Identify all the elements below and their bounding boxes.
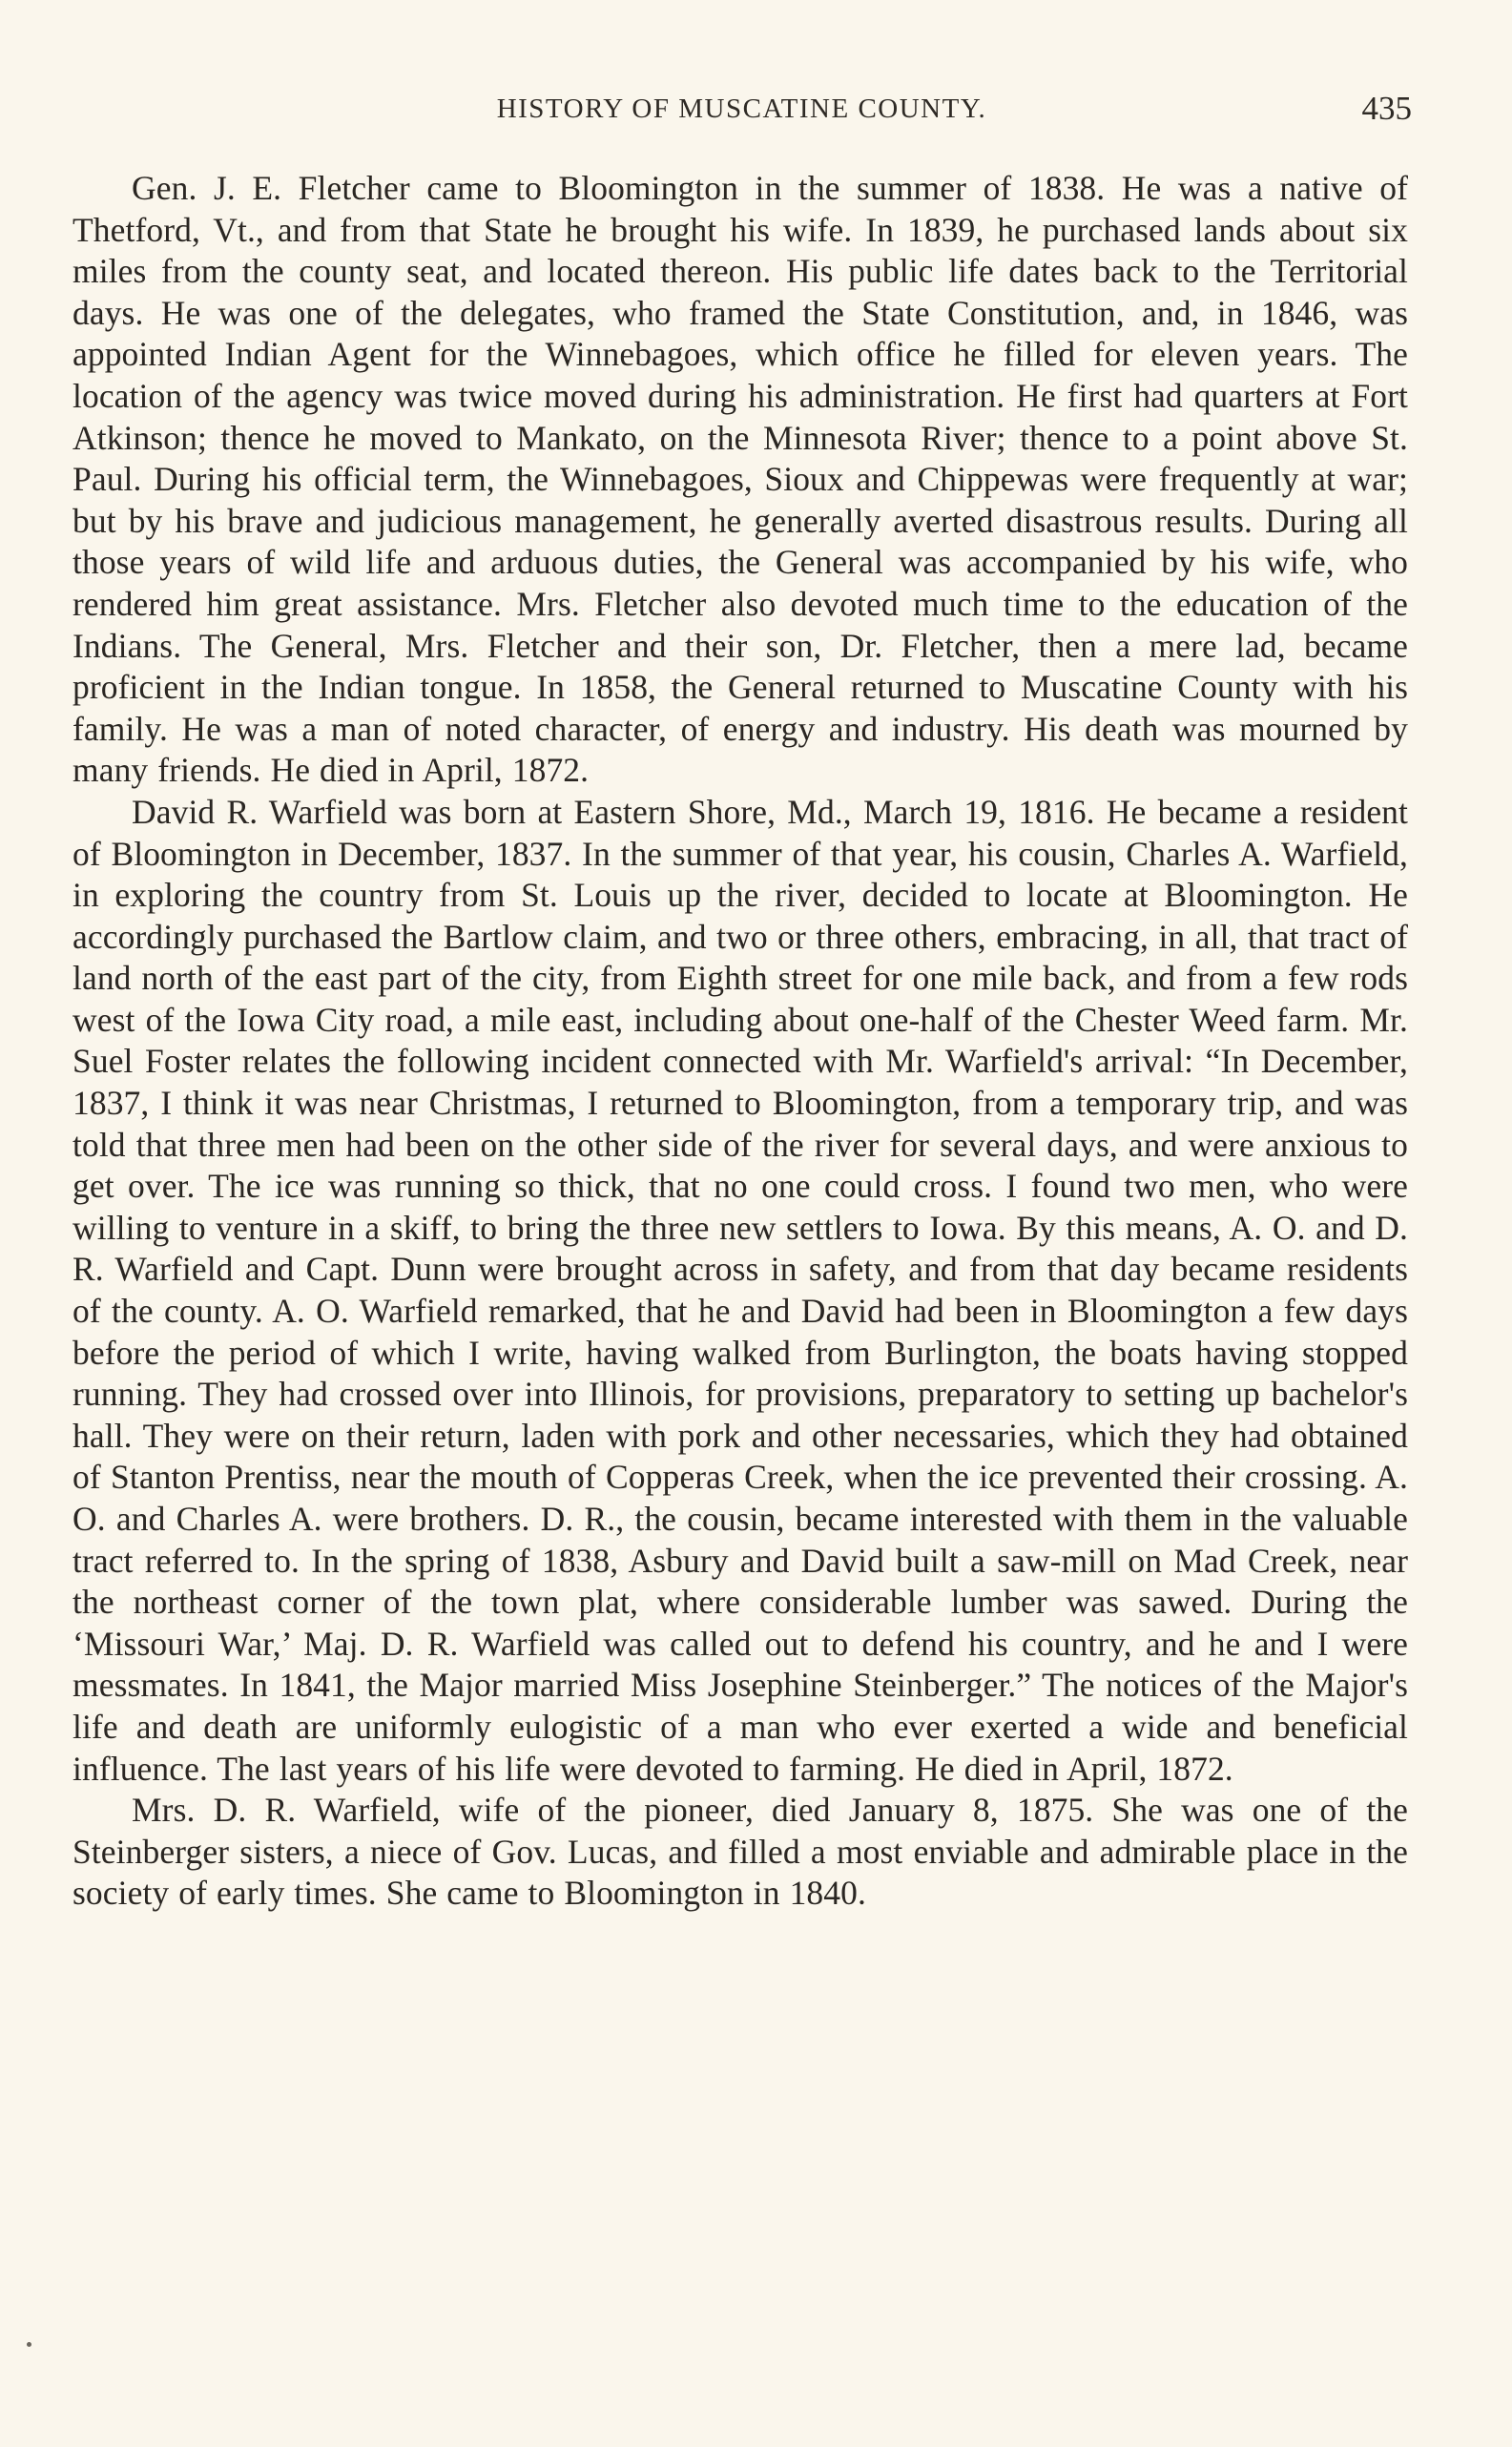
body-text [72, 168, 1408, 1915]
running-head [72, 90, 1412, 132]
page-number: 435 [1361, 90, 1412, 127]
running-title: HISTORY OF MUSCATINE COUNTY. [496, 93, 987, 124]
paragraph-fletcher: Gen. J. E. Fletcher came to Bloomington in the summer of 1838. He was a native of Thetford, Vt., and from that State he brought his wife. In 1839, he purchased lands about six miles from the county seat, and located thereon. His public life dates back to the Territorial days. He was one of the delegates, who framed the State Constitution, and, in 1846, was appointed Indian Agent for the Winnebagoes, which office he filled for eleven years. The location of the agency was twice moved during his administration. He first had quarters at Fort Atkinson; thence he moved to Mankato, on the Minnesota River; thence to a point above St. Paul. During his official term, the Winnebagoes, Sioux and Chippewas were frequently at war; but by his brave and judicious management, he generally averted disastrous results. During all those years of wild life and arduous duties, the General was accompanied by his wife, who rendered him great assistance. Mrs. Fletcher also devoted much time to the education of the Indians. The General, Mrs. Fletcher and their son, Dr. Fletcher, then a mere lad, became proficient in the Indian tongue. In 1858, the General returned to Muscatine County with his family. He was a man of noted character, of energy and industry. His death was mourned by many friends. He died in April, 1872. [72, 169, 1408, 790]
paragraph-david-warfield: David R. Warfield was born at Eastern Shore, Md., March 19, 1816. He became a resident of Bloomington in December, 1837. In the summer of that year, his cousin, Charles A. Warfield, in exploring the country from St. Louis up the river, decided to locate at Bloomington. He accordingly purchased the Bartlow claim, and two or three others, embracing, in all, that tract of land north of the east part of the city, from Eighth street for one mile back, and from a few rods west of the Iowa City road, a mile east, including about one-half of the Chester Weed farm. Mr. Suel Foster relates the following incident connected with Mr. Warfield's arrival: “In December, 1837, I think it was near Christmas, I returned to Bloomington, from a temporary trip, and was told that three men had been on the other side of the river for several days, and were anxious to get over. The ice was running so thick, that no one could cross. I found two men, who were willing to venture in a skiff, to bring the three new settlers to Iowa. By this means, A. O. and D. R. Warfield and Capt. Dunn were brought across in safety, and from that day became residents of the county. A. O. Warfield remarked, that he and David had been in Bloomington a few days before the period of which I write, having walked from Burlington, the boats having stopped running. They had crossed over into Illinois, for provisions, preparatory to setting up bachelor's hall. They were on their return, laden with pork and other necessaries, which they had obtained of Stanton Prentiss, near the mouth of Copperas Creek, when the ice prevented their crossing. A. O. and Charles A. were brothers. D. R., the cousin, became interested with them in the valuable tract referred to. In the spring of 1838, Asbury and David built a saw-mill on Mad Creek, near the northeast corner of the town plat, where considerable lumber was sawed. During the ‘Missouri War,’ Maj. D. R. Warfield was called out to defend his country, and he and I were messmates. In 1841, the Major married Miss Josephine Steinberger.” The notices of the Major's life and death are uniformly eulogistic of a man who ever exerted a wide and beneficial influence. The last years of his life were devoted to farming. He died in April, 1872. [72, 792, 1408, 1788]
ink-speck [27, 2342, 31, 2347]
paragraph-mrs-warfield: Mrs. D. R. Warfield, wife of the pioneer, died January 8, 1875. She was one of the Steinberger sisters, a niece of Gov. Lucas, and filled a most enviable and admirable place in the society of early times. She came to Bloomington in 1840. [72, 1791, 1408, 1913]
